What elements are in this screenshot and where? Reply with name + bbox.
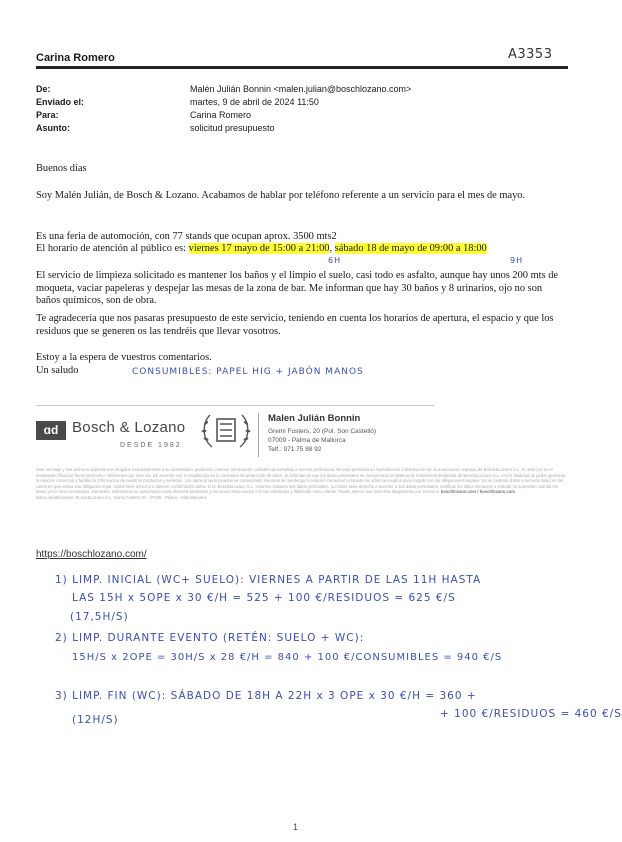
meta-sent-value: martes, 9 de abril de 2024 11:50 (190, 97, 319, 107)
highlight-saturday: sábado 18 de mayo de 09:00 a 18:00 (334, 243, 487, 254)
signature-rule (36, 405, 434, 406)
meta-sent-label: Enviado el: (36, 97, 85, 107)
meta-to-label: Para: (36, 110, 59, 120)
signature-address2: 07009 - Palma de Mallorca (268, 437, 346, 444)
meta-subject-label: Asunto: (36, 123, 70, 133)
calc-line-2b: 15H/S x 2OPE = 30H/S x 28 €/H = 840 + 100 €/CONSUMIBLES = 940 €/S (72, 652, 503, 663)
signature-phone: Telf.: 971 75 88 92 (268, 446, 322, 453)
highlight-friday: viernes 17 mayo de 15:00 a 21:00 (188, 243, 330, 254)
signature-divider (258, 413, 259, 457)
handwritten-6h: 6H (328, 256, 342, 265)
signature-address1: Gremi Fusters, 20 (Pol. Son Castelló) (268, 428, 377, 435)
page-number: 1 (293, 822, 299, 832)
closing-regards: Un saludo (36, 365, 79, 376)
company-name: Bosch & Lozano (72, 419, 186, 436)
legal-text: Este mensaje y sus archivos adjuntos son dirigidos exclusivamente a su destinatario, pudiendo contener información confidencial sometida a secreto profesional. No está permitida su reproducción o distribución sin la autorización expresa de Bosch&Lozano S.L. Si usted no es el destinatario final por favor elimínelo e infórmenos por esta vía. De acuerdo con lo establecido en la normativa de protección de datos, le informamos que los datos personales se incorporarán al sistema de tratamiento titularidad de Bosch&Lozano S.L. con la finalidad de poder gestionar la relación comercial y facilitar la información de nuestros productos y servicios. Los datos proporcionados se conservarán mientras se mantenga la relación comercial o durante los años necesarios para cumplir con las obligaciones legales. No se cederán datos a terceros salvo en los casos en que exista una obligación legal. Usted tiene derecho a obtener confirmación sobre si en Bosch&Lozano S.L. estamos tratando sus datos personales, por tanto tiene derecho a acceder a sus datos personales, rectificar los datos inexactos o solicitar su supresión cuando los datos ya no sean necesarios. Asimismo, solicitamos su autorización para ofrecerle productos y servicios relacionados con los solicitados y fidelizarle como cliente. Puede ejercer sus derechos dirigiéndose por escrito a: (36, 467, 566, 495)
legal-disclaimer (36, 467, 568, 501)
calc-line-1c: (17,5H/S) (70, 611, 129, 623)
paragraph-service: El servicio de limpieza solicitado es mantener los baños y el limpio el suelo, casi todo es asfalto, aunque hay unos 200 mts de moqueta, vaciar papeleras y despejar las mesas de la zona de bar. Me informan que hay 30 baños y 8 urinarios, ojo no son baños químicos, son de obra. (36, 270, 559, 306)
company-logo-icon: ɑd (36, 421, 66, 440)
calc-line-1b: LAS 15H x 5OPE x 30 €/H = 525 + 100 €/RESIDUOS = 625 €/S (72, 592, 456, 604)
header-rule (36, 66, 568, 69)
company-url-link[interactable]: https://boschlozano.com/ (36, 549, 147, 560)
paragraph-intro: Soy Malén Julián, de Bosch & Lozano. Acabamos de hablar por teléfono referente a un servicio para el mes de mayo. (36, 190, 526, 201)
email-signature (36, 405, 568, 540)
paragraph-request: Te agradecería que nos pasaras presupuesto de este servicio, teniendo en cuenta los horarios de apertura, el espacio y que los residuos que se generen os las tendréis que llevar vosotros. (36, 313, 554, 337)
paragraph-event: Es una feria de automoción, con 77 stands que ocupan aprox. 3500 mts2 (36, 231, 337, 242)
calc-line-1a: 1) LIMP. INICIAL (WC+ SUELO): VIERNES A PARTIR DE LAS 11H HASTA (55, 574, 482, 586)
calc-line-2a: 2) LIMP. DURANTE EVENTO (RETÉN: SUELO + WC): (55, 632, 365, 644)
legal-link[interactable]: boschlozano.com / boschlozano.com (440, 489, 516, 495)
closing-line: Estoy a la espera de vuestros comentarios. (36, 352, 212, 363)
greeting: Buenos días (36, 163, 87, 174)
signature-name: Malen Julián Bonnin (268, 413, 361, 424)
handwritten-consumables: CONSUMIBLES: PAPEL HIG + JABÓN MANOS (132, 367, 364, 377)
meta-from-label: De: (36, 84, 51, 94)
meta-to-value: Carina Romero (190, 110, 252, 120)
calc-line-3a: 3) LIMP. FIN (WC): SÁBADO DE 18H A 22H x 3 OPE x 30 €/H = 360 + (55, 690, 477, 702)
company-since: DESDE 1982 (120, 442, 182, 449)
reference-number: A3353 (508, 47, 553, 62)
calc-line-3b: + 100 €/RESIDUOS = 460 €/S (440, 708, 622, 720)
paragraph-hours (36, 243, 566, 256)
calc-line-3c: (12H/S) (72, 714, 119, 726)
legal-tail: Datos identificativos: Bosch&Lozano S.L. Gremi Fusters 20 - 07009 - Palma - Islas Baleares (36, 494, 207, 500)
laurel-crest-icon (196, 409, 256, 453)
handwritten-9h: 9H (510, 256, 524, 265)
meta-subject-value: solicitud presupuesto (190, 123, 275, 133)
meta-from-value[interactable]: Malén Julián Bonnin <malen.julian@boschlozano.com> (190, 84, 412, 94)
hours-sep: , (329, 243, 335, 254)
sender-name: Carina Romero (36, 52, 115, 64)
hours-prefix: El horario de atención al público es: (36, 243, 189, 254)
